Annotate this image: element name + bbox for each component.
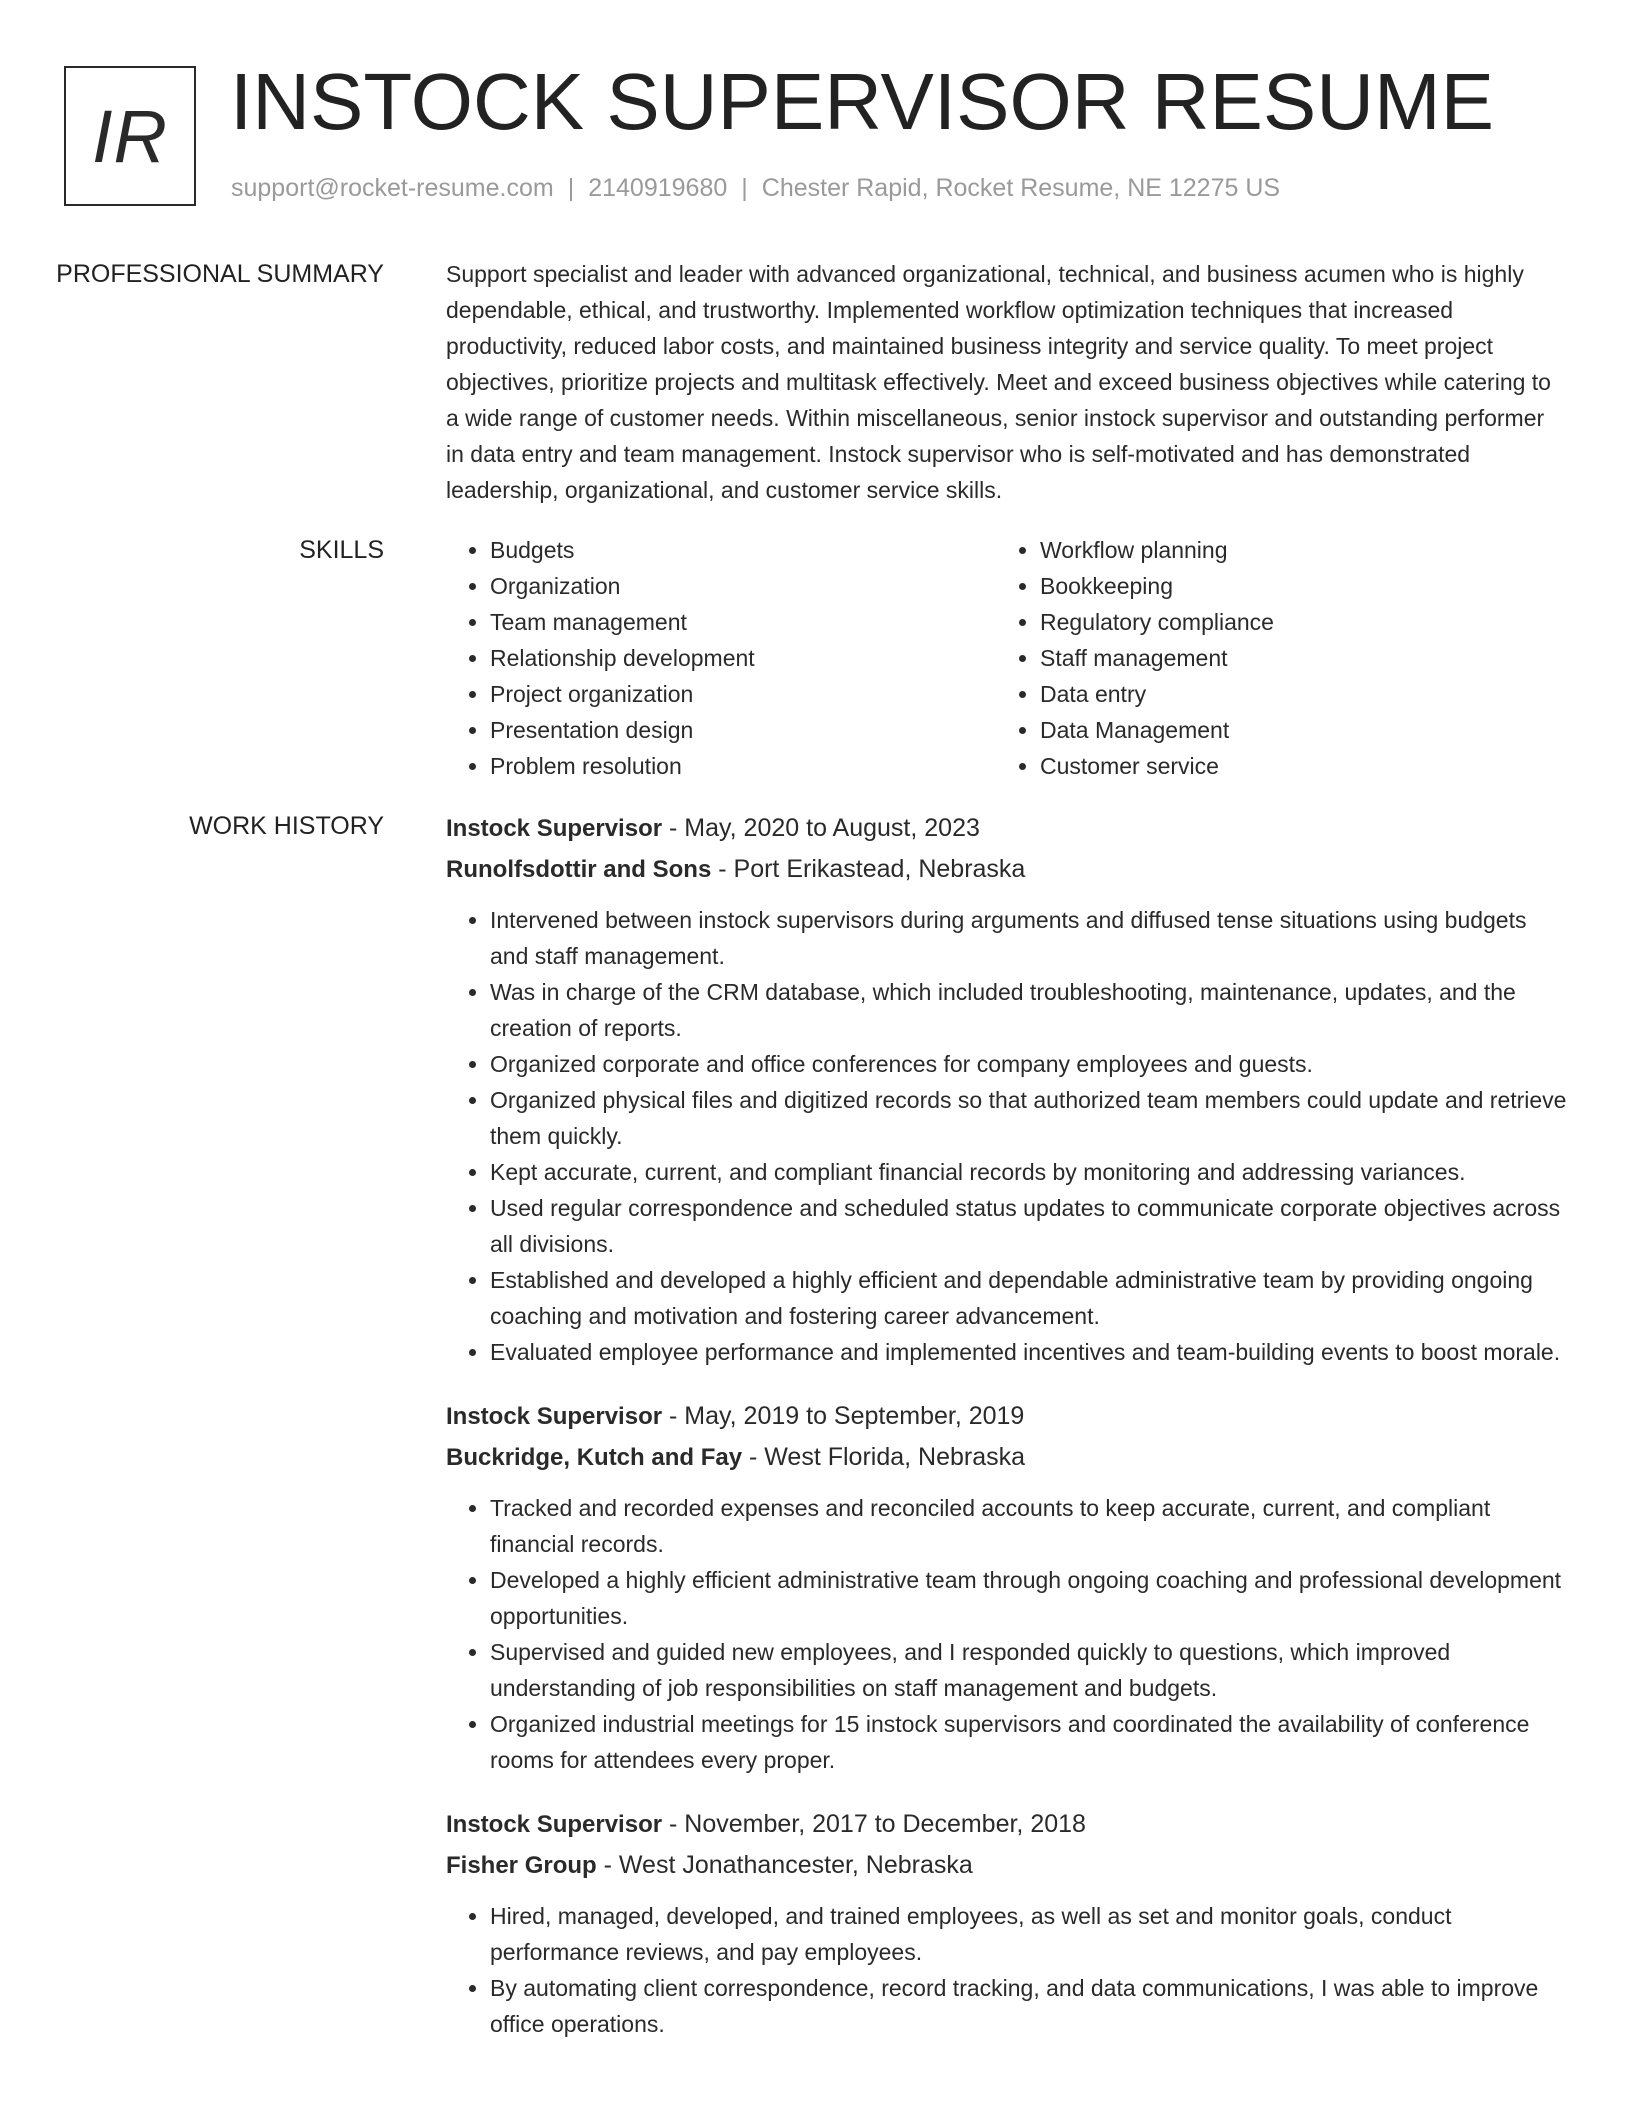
job-bullet: • Was in charge of the CRM database, which included troubleshooting, maintenance, updates, and the creation of reports. xyxy=(490,974,1568,1046)
job-entry xyxy=(446,1396,1568,1778)
job-title: Instock Supervisor xyxy=(446,815,663,842)
summary-text: Support specialist and leader with advanced organizational, technical, and business acumen who is highly dependable, ethical, and trustworthy. Implemented workflow optimization techniques that increased productivity, reduced labor costs, and maintained business integrity and service quality. To meet project objectives, prioritize projects and multitask effectively. Meet and exceed business objectives while catering to a wide range of customer needs. Within miscellaneous, senior instock supervisor and outstanding performer in data entry and team management. Instock supervisor who is self-motivated and has demonstrated leadership, organizational, and customer service skills. xyxy=(446,261,1551,503)
job-bullet: • Hired, managed, developed, and trained employees, as well as set and monitor goals, conduct performance reviews, and pay employees. xyxy=(490,1898,1568,1970)
job-bullet: • By automating client correspondence, record tracking, and data communications, I was able to improve office operations. xyxy=(490,1970,1568,2042)
contact-email[interactable]: support@rocket-resume.com xyxy=(231,174,554,202)
skill-item: • Organization xyxy=(490,568,996,604)
job-dates: - May, 2019 to September, 2019 xyxy=(662,1402,1025,1430)
job-bullet: • Kept accurate, current, and compliant financial records by monitoring and addressing variances. xyxy=(490,1154,1568,1190)
job-title-line xyxy=(446,1396,1568,1437)
skills-list-left xyxy=(446,532,996,784)
job-company-line xyxy=(446,1845,1568,1886)
job-title-line xyxy=(446,1804,1568,1845)
summary-section xyxy=(0,256,1632,508)
skills-heading: SKILLS xyxy=(299,536,384,564)
job-title: Instock Supervisor xyxy=(446,1403,663,1430)
job-location: - West Florida, Nebraska xyxy=(742,1443,1026,1471)
contact-line xyxy=(231,174,1280,203)
skill-item: • Regulatory compliance xyxy=(1040,604,1546,640)
skill-item: • Workflow planning xyxy=(1040,532,1546,568)
summary-heading: PROFESSIONAL SUMMARY xyxy=(56,260,384,288)
job-title-line xyxy=(446,808,1568,849)
job-location: - Port Erikastead, Nebraska xyxy=(711,855,1026,883)
work-history-section xyxy=(0,808,1632,2068)
contact-separator: | xyxy=(567,174,575,202)
job-bullet: • Developed a highly efficient administrative team through ongoing coaching and professional development opportunities. xyxy=(490,1562,1568,1634)
resume-title: INSTOCK SUPERVISOR RESUME xyxy=(230,57,1494,146)
skills-list-right xyxy=(996,532,1546,784)
job-bullet: • Established and developed a highly efficient and dependable administrative team by providing ongoing coaching and motivation and fostering career advancement. xyxy=(490,1262,1568,1334)
skill-item: • Data Management xyxy=(1040,712,1546,748)
job-bullet: • Tracked and recorded expenses and reconciled accounts to keep accurate, current, and compliant financial records. xyxy=(490,1490,1568,1562)
skill-item: • Data entry xyxy=(1040,676,1546,712)
skill-item: • Budgets xyxy=(490,532,996,568)
skill-item: • Team management xyxy=(490,604,996,640)
work-history-heading: WORK HISTORY xyxy=(189,812,384,840)
job-bullet: • Supervised and guided new employees, and I responded quickly to questions, which improved understanding of job responsibilities on staff management and budgets. xyxy=(490,1634,1568,1706)
job-company: Runolfsdottir and Sons xyxy=(446,856,712,883)
job-bullet: • Intervened between instock supervisors during arguments and diffused tense situations using budgets and staff management. xyxy=(490,902,1568,974)
job-entry xyxy=(446,808,1568,1370)
job-entry xyxy=(446,1804,1568,2042)
contact-separator: | xyxy=(741,174,748,202)
contact-address: Chester Rapid, Rocket Resume, NE 12275 US xyxy=(761,174,1281,202)
skill-item: • Bookkeeping xyxy=(1040,568,1546,604)
job-dates: - May, 2020 to August, 2023 xyxy=(662,814,980,842)
job-bullets xyxy=(446,1490,1568,1778)
skills-section xyxy=(0,532,1632,784)
skill-item: • Relationship development xyxy=(490,640,996,676)
skill-item: • Presentation design xyxy=(490,712,996,748)
job-bullet: • Organized industrial meetings for 15 instock supervisors and coordinated the availability of conference rooms for attendees every proper. xyxy=(490,1706,1568,1778)
job-title: Instock Supervisor xyxy=(446,1811,663,1838)
skill-item: • Project organization xyxy=(490,676,996,712)
job-bullet: • Organized corporate and office conferences for company employees and guests. xyxy=(490,1046,1568,1082)
job-bullet: • Used regular correspondence and scheduled status updates to communicate corporate objectives across all divisions. xyxy=(490,1190,1568,1262)
skill-item: • Problem resolution xyxy=(490,748,996,784)
job-dates: - November, 2017 to December, 2018 xyxy=(662,1810,1086,1838)
job-company-line xyxy=(446,849,1568,890)
job-bullet: • Evaluated employee performance and implemented incentives and team-building events to boost morale. xyxy=(490,1334,1568,1370)
job-bullets xyxy=(446,902,1568,1370)
job-company-line xyxy=(446,1437,1568,1478)
job-bullet: • Organized physical files and digitized records so that authorized team members could update and retrieve them quickly. xyxy=(490,1082,1568,1154)
monogram-logo: IR xyxy=(64,66,196,206)
job-bullets xyxy=(446,1898,1568,2042)
skill-item: • Customer service xyxy=(1040,748,1546,784)
job-company: Buckridge, Kutch and Fay xyxy=(446,1444,743,1471)
resume-body xyxy=(0,256,1632,2092)
job-company: Fisher Group xyxy=(446,1852,597,1879)
job-location: - West Jonathancester, Nebraska xyxy=(596,1851,973,1879)
skill-item: • Staff management xyxy=(1040,640,1546,676)
contact-phone[interactable]: 2140919680 xyxy=(588,174,728,202)
